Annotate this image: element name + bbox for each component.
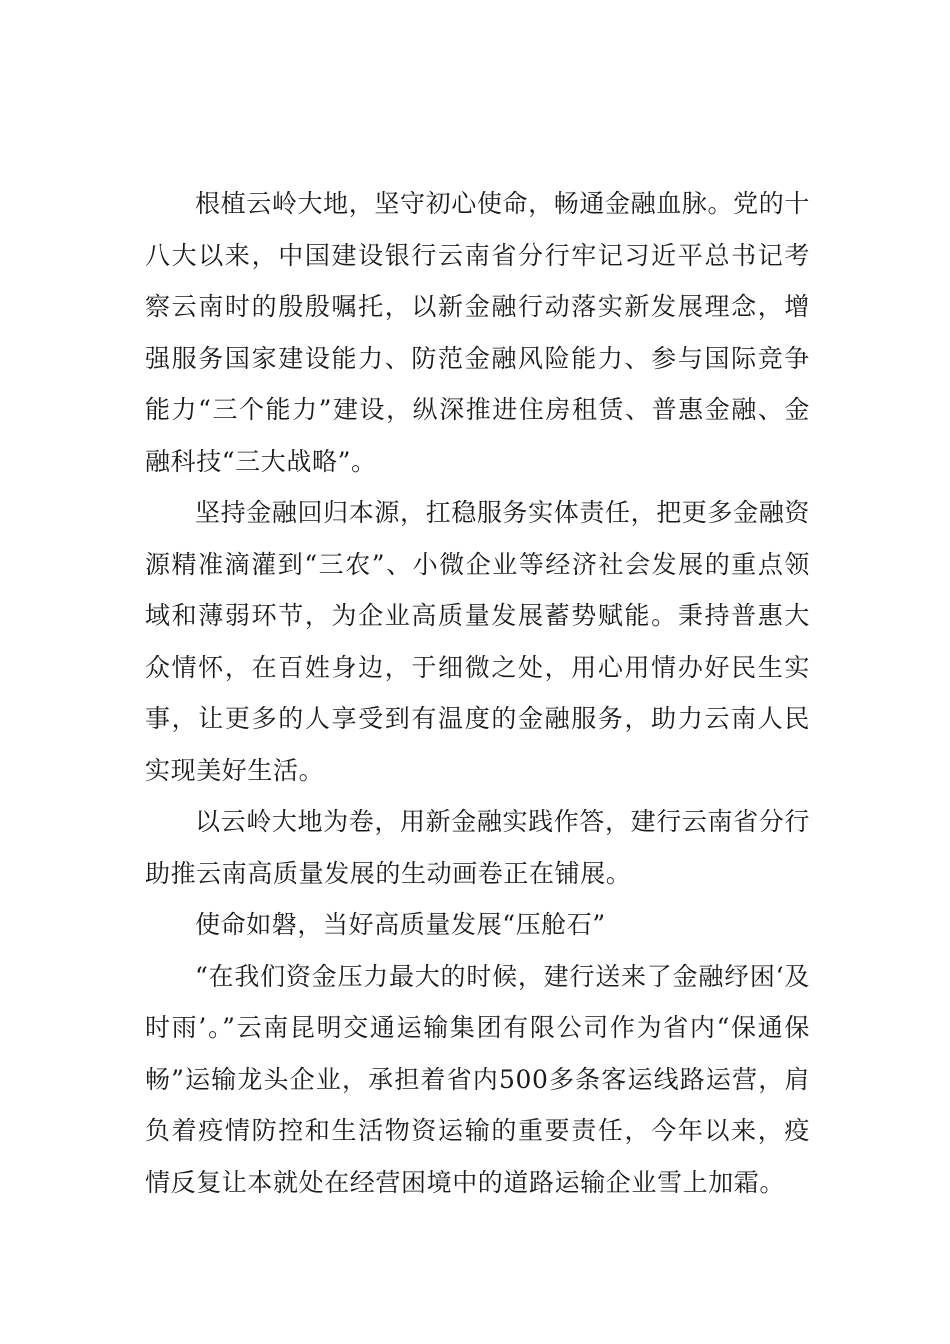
- article-body: [145, 178, 810, 1208]
- paragraph-quote: “在我们资金压力最大的时候，建行送来了金融纾困‘及时雨’。”云南昆明交通运输集团有限公司作为省内“保通保畅”运输龙头企业，承担着省内500多条客运线路运营，肩负着疫情防控和生活物资运输的重要责任，今年以来，疫情反复让本就处在经营困境中的道路运输企业雪上加霜。: [145, 961, 810, 1197]
- paragraph-intro: 根植云岭大地，坚守初心使命，畅通金融血脉。党的十八大以来，中国建设银行云南省分行牢记习近平总书记考察云南时的殷殷嘱托，以新金融行动落实新发展理念，增强服务国家建设能力、防范金融风险能力、参与国际竞争能力“三个能力”建设，纵深推进住房租赁、普惠金融、金融科技“三大战略”。: [145, 189, 810, 476]
- paragraph-service-economy: 坚持金融回归本源，扛稳服务实体责任，把更多金融资源精准滴灌到“三农”、小微企业等经济社会发展的重点领域和薄弱环节，为企业高质量发展蓄势赋能。秉持普惠大众情怀，在百姓身边，于细微之处，用心用情办好民生实事，让更多的人享受到有温度的金融服务，助力云南人民实现美好生活。: [145, 498, 810, 785]
- section-heading: 使命如磐，当好高质量发展“压舱石”: [195, 910, 606, 939]
- paragraph-summary: 以云岭大地为卷，用新金融实践作答，建行云南省分行助推云南高质量发展的生动画卷正在铺展。: [145, 807, 810, 888]
